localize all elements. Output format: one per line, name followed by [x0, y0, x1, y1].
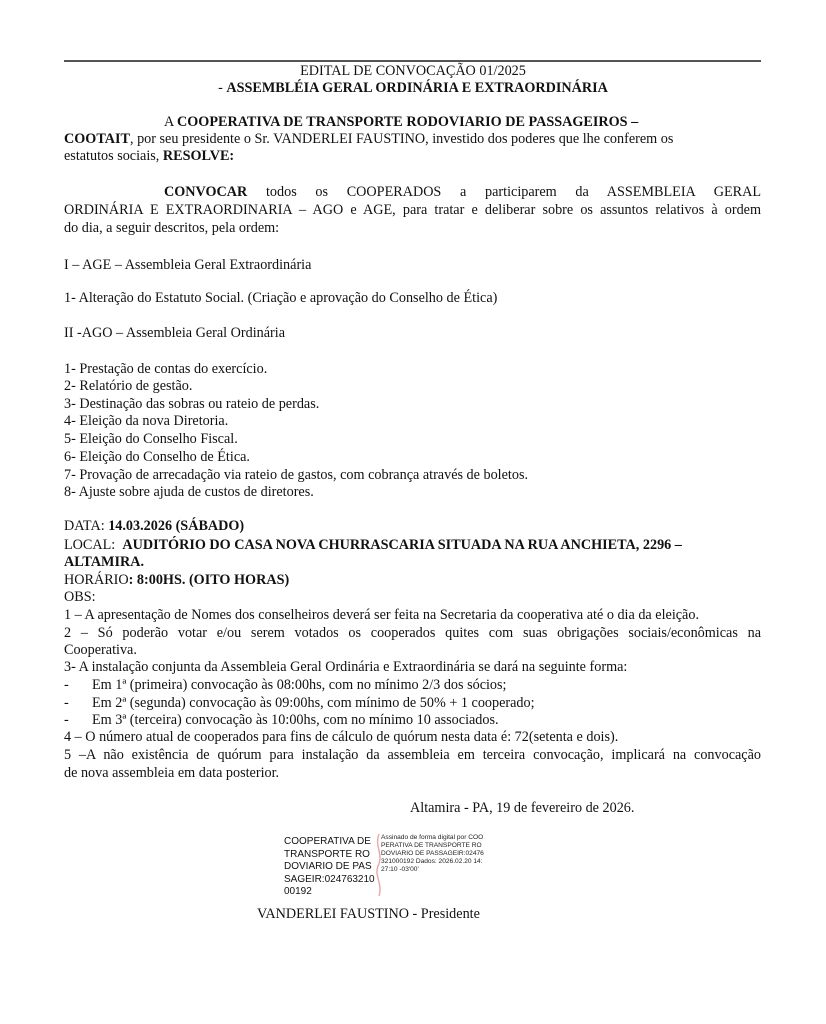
convocation-line-1: [164, 184, 761, 201]
ago-heading: II -AGO – Assembleia Geral Ordinária: [64, 325, 286, 341]
call-text: Em 1ª (primeira) convocação às 08:00hs, com no mínimo 2/3 dos sócios;: [92, 677, 507, 693]
digital-signature: [284, 836, 484, 898]
age-heading: I – AGE – Assembleia Geral Extraordinária: [64, 257, 312, 273]
obs-note-1: 1 – A apresentação de Nomes dos conselheiros deverá ser feita na Secretaria da cooperativa até o dia da eleição.: [64, 607, 699, 623]
call-item: [64, 677, 507, 694]
local-label: LOCAL:: [64, 537, 116, 553]
age-item: 1- Alteração do Estatuto Social. (Criação e aprovação do Conselho de Ética): [64, 290, 498, 306]
obs-note-3: 3- A instalação conjunta da Assembleia Geral Ordinária e Extraordinária se dará na seguinte forma:: [64, 659, 628, 675]
ago-item: 5- Eleição do Conselho Fiscal.: [64, 431, 238, 447]
signer-name: COOPERATIVA DE TRANSPORTE RODOVIARIO DE PASSAGEIR:02476321000192: [284, 836, 375, 897]
signature-details: Assinado de forma digital por COOPERATIVA DE TRANSPORTE RODOVIARIO DE PASSAGEIR:02476321000192 Dados: 2026.02.20 14:27:10 -03'00': [381, 834, 484, 873]
call-dash: -: [64, 695, 69, 711]
call-item: [64, 712, 499, 729]
obs-label: OBS:: [64, 589, 96, 605]
intro-line-2: [64, 131, 673, 148]
event-date: [64, 518, 244, 535]
event-time: [64, 572, 289, 589]
call-text: Em 2ª (segunda) convocação às 09:00hs, com mínimo de 50% + 1 cooperado;: [92, 695, 535, 711]
time-value: : 8:00HS. (OITO HORAS): [128, 572, 290, 588]
president-name: VANDERLEI FAUSTINO - Presidente: [257, 906, 480, 922]
subtitle-text: ASSEMBLÉIA GERAL ORDINÁRIA E EXTRAORDINÁRIA: [226, 80, 608, 96]
place-date: Altamira - PA, 19 de fevereiro de 2026.: [410, 800, 635, 816]
convocation-text-1: todos os COOPERADOS a participarem da ASSEMBLEIA GERAL: [247, 184, 761, 200]
date-value: 14.03.2026 (SÁBADO): [108, 518, 245, 534]
local-value: AUDITÓRIO DO CASA NOVA CHURRASCARIA SITUADA NA RUA ANCHIETA, 2296 –: [122, 537, 682, 553]
call-item: [64, 695, 535, 712]
convocar-word: CONVOCAR: [164, 184, 248, 200]
resolve-word: RESOLVE:: [162, 148, 235, 164]
ago-item: 3- Destinação das sobras ou rateio de perdas.: [64, 396, 320, 412]
intro-line-3: [64, 148, 234, 165]
obs-note-4: 4 – O número atual de cooperados para fins de cálculo de quórum nesta data é: 72(setenta e dois).: [64, 729, 619, 745]
time-label: HORÁRIO: [64, 572, 129, 588]
intro-prefix: A: [164, 114, 178, 130]
assembly-subtitle: [0, 80, 826, 97]
edital-title: EDITAL DE CONVOCAÇÃO 01/2025: [300, 63, 526, 79]
call-dash: -: [64, 677, 69, 693]
intro-line-1: [164, 114, 638, 131]
top-rule: [64, 60, 761, 62]
org-acronym: COOTAIT: [64, 131, 130, 147]
event-local-cont: [64, 554, 144, 571]
ago-item: 8- Ajuste sobre ajuda de custos de diretores.: [64, 484, 314, 500]
obs-note-5: 5 –A não existência de quórum para instalação da assembleia em terceira convocação, implicará na convocação: [64, 747, 761, 763]
convocation-line-2: ORDINÁRIA E EXTRAORDINARIA – AGO e AGE, para tratar e deliberar sobre os assuntos relativos à ordem: [64, 202, 761, 218]
ago-item: 7- Provação de arrecadação via rateio de gastos, com cobrança através de boletos.: [64, 467, 529, 483]
ago-item: 4- Eleição da nova Diretoria.: [64, 413, 229, 429]
intro-text: , por seu presidente o Sr. VANDERLEI FAUSTINO, investido dos poderes que lhe conferem os: [129, 131, 674, 147]
obs-note-5-cont: de nova assembleia em data posterior.: [64, 765, 280, 781]
subtitle-dash: -: [218, 80, 227, 96]
ago-item: 2- Relatório de gestão.: [64, 378, 193, 394]
event-local: [64, 537, 682, 554]
obs-note-2-cont: Cooperativa.: [64, 642, 137, 658]
ago-item: 1- Prestação de contas do exercício.: [64, 361, 268, 377]
local-city: ALTAMIRA.: [64, 554, 145, 570]
intro-text-2: estatutos sociais,: [64, 148, 163, 164]
ago-item: 6- Eleição do Conselho de Ética.: [64, 449, 250, 465]
call-dash: -: [64, 712, 69, 728]
obs-note-2: 2 – Só poderão votar e/ou serem votados os cooperados quites com suas obrigações sociais/econômicas na: [64, 625, 761, 641]
call-text: Em 3ª (terceira) convocação às 10:00hs, com no mínimo 10 associados.: [92, 712, 499, 728]
date-label: DATA:: [64, 518, 109, 534]
org-name: COOPERATIVA DE TRANSPORTE RODOVIARIO DE PASSAGEIROS –: [177, 114, 639, 130]
convocation-line-3: do dia, a seguir descritos, pela ordem:: [64, 220, 280, 236]
